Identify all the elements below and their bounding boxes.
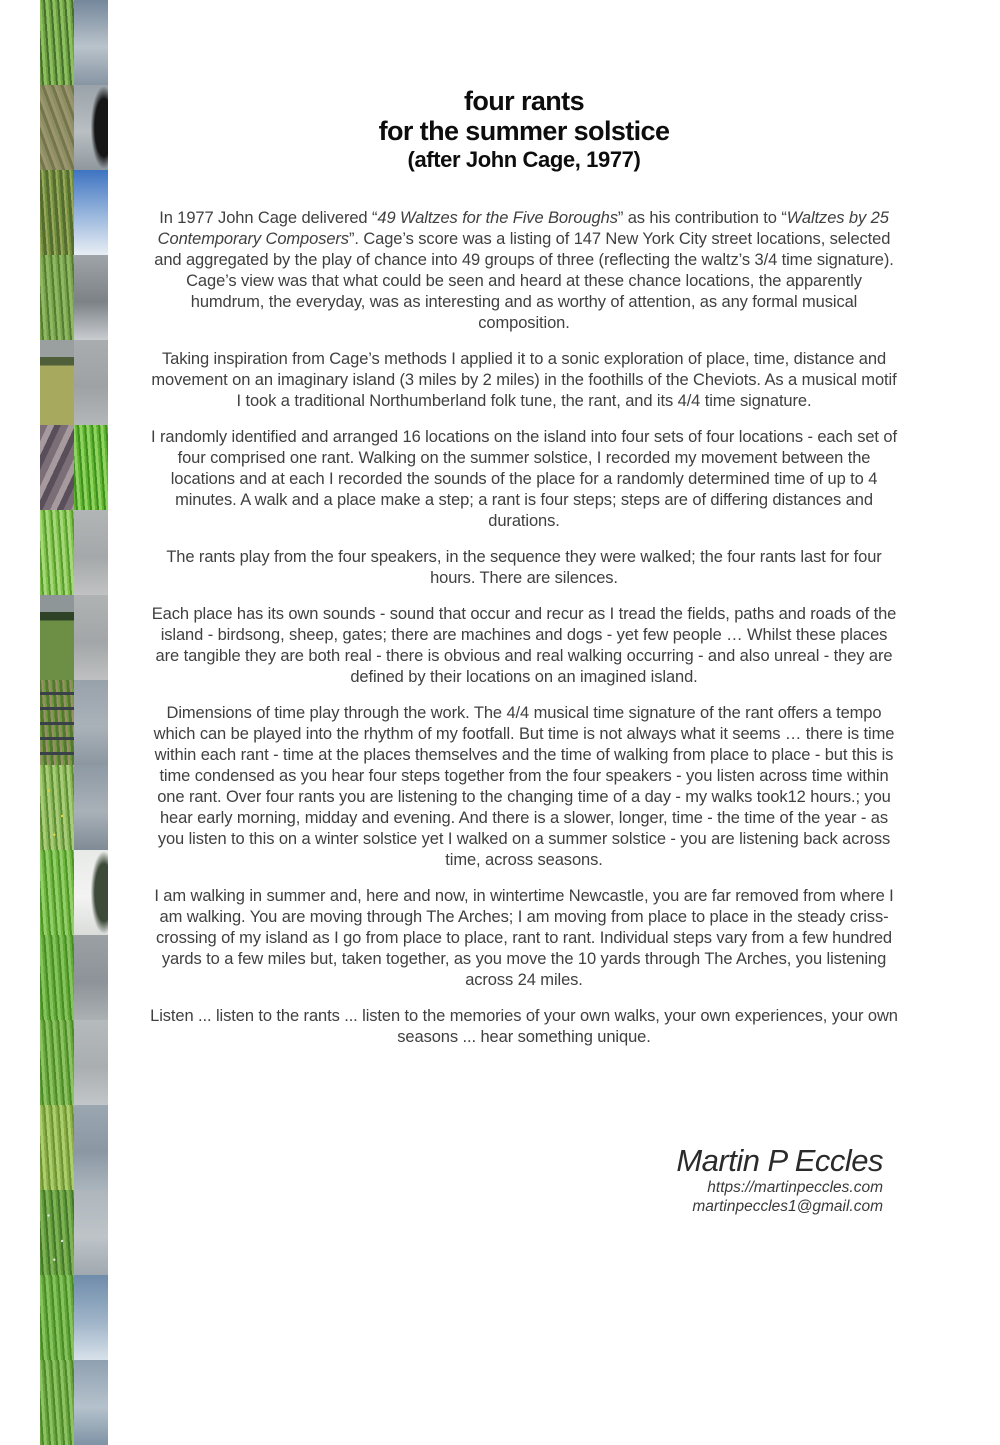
photo-tile-sky <box>74 1190 108 1275</box>
photo-tile-grass <box>40 255 74 340</box>
paragraph <box>150 886 898 991</box>
title-line-2: for the summer solstice <box>378 116 670 146</box>
photo-tile-sky <box>74 1105 108 1190</box>
body-text: ” as his contribution to “ <box>617 209 787 227</box>
author-website: https://martinpeccles.com <box>707 1179 883 1196</box>
page-title <box>145 86 903 173</box>
photo-tile-sky <box>74 255 108 340</box>
photo-tile-sky <box>74 170 108 255</box>
photo-tile-grass <box>40 1105 74 1190</box>
body-text: ”. Cage’s score was a listing of 147 New York City street locations, selected and aggregated by the play of chance into 49 groups of three (reflecting the waltz’s 3/4 time signature). Cage’s view was that what could be seen and heard at these chance locations, the apparently humdrum, the everyday, was as interesting and as worthy of attention, as any formal musical composition. <box>154 230 894 332</box>
body-paragraphs <box>145 208 903 1048</box>
italic-text: Waltzes by 25 Contemporary Composers <box>157 209 889 248</box>
photo-tile-rock <box>40 425 74 510</box>
photo-strip-row <box>40 510 108 595</box>
photo-tile-grass <box>40 1360 74 1445</box>
photo-tile-grass <box>40 1275 74 1360</box>
photo-tile-sky <box>74 510 108 595</box>
body-text: Taking inspiration from Cage’s methods I applied it to a sonic exploration of place, time, distance and movement on an imaginary island (3 miles by 2 miles) in the foothills of the Cheviots. As a musical motif I took a traditional Northumberland folk tune, the rant, and its 4/4 time signature. <box>151 350 897 410</box>
photo-tile-grass <box>40 1020 74 1105</box>
body-text: Each place has its own sounds - sound that occur and recur as I tread the fields, paths and roads of the island - birdsong, sheep, gates; there are machines and dogs - yet few people … Whilst these places are tangible they are both real - there is obvious and real walking occurring - and also unreal - they are defined by their locations on an imagined island. <box>151 605 897 686</box>
photo-strip-row <box>40 1360 108 1445</box>
body-text: Dimensions of time play through the work. The 4/4 musical time signature of the rant offers a tempo which can be played into the rhythm of my footfall. But time is not always what it seems … there is time within each rant - time at the places themselves and the time of walking from place to place - but this is time condensed as you hear four steps together from the four speakers - you listen across time within one rant. Over four rants you are listening to the changing time of a day - my walks took12 hours.; you hear early morning, midday and evening. And there is a slower, longer, time - the time of the year - as you listen to this on a winter solstice yet I walked on a summer solstice - you are listening back across time, across seasons. <box>153 704 895 869</box>
photo-strip-row <box>40 425 108 510</box>
author-name: Martin P Eccles <box>676 1143 883 1178</box>
body-text: The rants play from the four speakers, in the sequence they were walked; the four rants last for four hours. There are silences. <box>166 548 882 587</box>
photo-strip-row <box>40 0 108 85</box>
photo-strip-row <box>40 85 108 170</box>
photo-tile-grass <box>40 0 74 85</box>
photo-tile-grass <box>40 510 74 595</box>
title-line-1: four rants <box>463 86 584 116</box>
photo-tile-flowers <box>40 1190 74 1275</box>
photo-tile-grass <box>40 850 74 935</box>
photo-tile-sky <box>74 935 108 1020</box>
photo-tile-sky <box>74 1020 108 1105</box>
photo-tile-gate <box>40 680 74 765</box>
body-text: In 1977 John Cage delivered “ <box>159 209 378 227</box>
photo-tile-sky <box>74 680 108 765</box>
paragraph <box>150 208 898 334</box>
photo-strip-row <box>40 255 108 340</box>
body-text: Listen ... listen to the rants ... listen to the memories of your own walks, your own experiences, your own seasons ... hear something unique. <box>150 1007 898 1046</box>
photo-strip-row <box>40 595 108 680</box>
photo-strip-row <box>40 935 108 1020</box>
photo-tile-sky <box>74 595 108 680</box>
photo-tile-sky <box>74 340 108 425</box>
paragraph <box>150 703 898 871</box>
photo-tile-sky <box>74 1275 108 1360</box>
signature-block <box>145 1144 903 1216</box>
page-content <box>145 0 903 1216</box>
photo-tile-grass <box>74 425 108 510</box>
body-text: I am walking in summer and, here and now, in wintertime Newcastle, you are far removed from where I am walking. You are moving through The Arches; I am moving from place to place in the steady criss-crossing of my island as I go from place to place, rant to rant. Individual steps vary from a few hundred yards to a few miles but, taken together, as you move the 10 yards through The Arches, you listening across 24 miles. <box>154 887 894 989</box>
photo-tile-meadow <box>40 595 74 680</box>
photo-strip-row <box>40 680 108 765</box>
photo-strip-row <box>40 170 108 255</box>
paragraph <box>150 1006 898 1048</box>
photo-tile-meadow <box>40 340 74 425</box>
photo-strip-row <box>40 1105 108 1190</box>
photo-tile-sky-tree <box>74 850 108 935</box>
photo-tile-sky <box>74 765 108 850</box>
photo-strip-row <box>40 765 108 850</box>
paragraph <box>150 427 898 532</box>
photo-tile-sky <box>74 0 108 85</box>
photo-tile-flowers <box>40 765 74 850</box>
paragraph <box>150 547 898 589</box>
author-email: martinpeccles1@gmail.com <box>692 1198 883 1215</box>
body-text: I randomly identified and arranged 16 locations on the island into four sets of four locations - each set of four comprised one rant. Walking on the summer solstice, I recorded my movement between the locations and at each I recorded the sounds of the place for a randomly determined time of up to 4 minutes. A walk and a place make a step; a rant is four steps; steps are of differing distances and durations. <box>151 428 897 530</box>
italic-text: 49 Waltzes for the Five Boroughs <box>377 209 618 227</box>
title-subtitle: (after John Cage, 1977) <box>407 147 641 172</box>
photo-thumbnail-strip <box>40 0 108 1414</box>
photo-tile-grass <box>40 170 74 255</box>
photo-tile-sky-tree <box>74 85 108 170</box>
photo-tile-scrub <box>40 85 74 170</box>
photo-strip-row <box>40 1275 108 1360</box>
photo-tile-grass <box>40 935 74 1020</box>
photo-strip-row <box>40 1190 108 1275</box>
paragraph <box>150 349 898 412</box>
photo-strip-row <box>40 340 108 425</box>
photo-strip-row <box>40 850 108 935</box>
paragraph <box>150 604 898 688</box>
photo-tile-sky <box>74 1360 108 1445</box>
photo-strip-row <box>40 1020 108 1105</box>
